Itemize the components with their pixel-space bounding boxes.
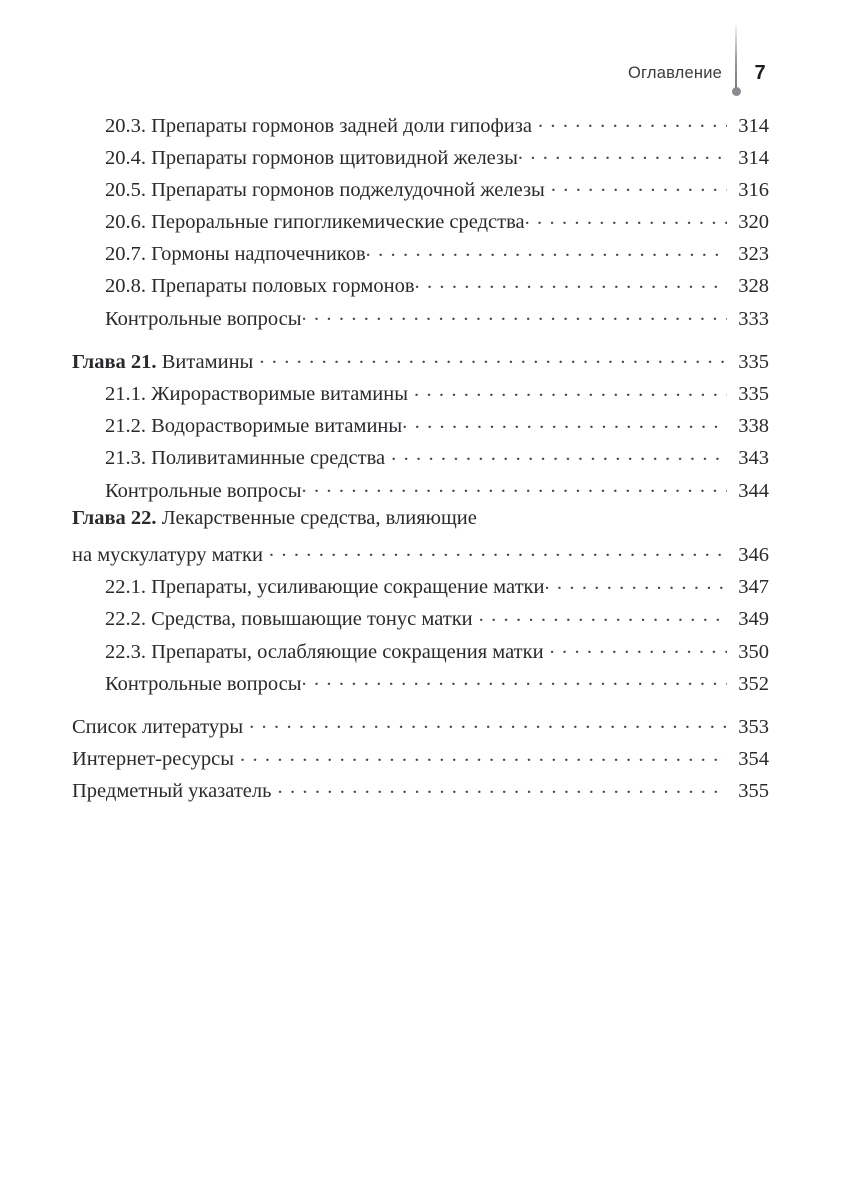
toc-entry-page: 354 xyxy=(738,748,769,771)
toc-chapter-entry-22[interactable] xyxy=(72,508,769,572)
toc-entry-label: 21.3. Поливитаминные средства xyxy=(105,447,386,470)
toc-entry[interactable] xyxy=(72,208,769,240)
toc-entry-page: 347 xyxy=(738,576,769,599)
dot-leader xyxy=(302,304,727,325)
toc-entry[interactable] xyxy=(72,143,769,175)
dot-leader xyxy=(414,380,727,401)
rule-dot xyxy=(732,87,741,96)
toc-entry[interactable] xyxy=(72,380,769,412)
dot-leader xyxy=(302,669,727,690)
running-head-page-number: 7 xyxy=(754,62,766,84)
toc-entry-page: 352 xyxy=(738,672,769,695)
toc-entry[interactable] xyxy=(72,573,769,605)
toc-entry[interactable] xyxy=(72,476,769,508)
toc-entry-label: Контрольные вопросы xyxy=(105,672,302,695)
toc-chapter-number: Глава 22. xyxy=(72,507,157,530)
toc-entry-page: 314 xyxy=(738,146,769,169)
toc-chapter-title-part-1: Лекарственные средства, влияющие xyxy=(161,507,477,530)
dot-leader xyxy=(240,745,727,766)
toc-entry-label: 20.8. Препараты половых гормонов xyxy=(105,275,415,298)
toc-entry-label: 22.3. Препараты, ослабляющие сокращения матки xyxy=(105,640,544,663)
toc-entry[interactable] xyxy=(72,777,769,809)
toc-entry-page: 333 xyxy=(738,307,769,330)
toc-entry-label: 20.6. Пероральные гипогликемические средства xyxy=(105,211,525,234)
dot-leader xyxy=(249,712,727,733)
toc-entry-label: 20.4. Препараты гормонов щитовидной железы xyxy=(105,146,518,169)
toc-entry-page: 349 xyxy=(738,608,769,631)
toc-entry-label: 20.3. Препараты гормонов задней доли гипофиза xyxy=(105,114,532,137)
toc-entry-label: 21.1. Жирорастворимые витамины xyxy=(105,383,408,405)
toc-entry-label: 20.7. Гормоны надпочечников xyxy=(105,243,366,266)
toc-entry[interactable] xyxy=(72,304,769,336)
dot-leader xyxy=(278,777,728,798)
toc-chapter-number: Глава 21. xyxy=(72,350,157,373)
toc-entry[interactable] xyxy=(72,669,769,701)
toc-entry[interactable] xyxy=(72,111,769,143)
dot-leader xyxy=(518,143,727,164)
toc-entry[interactable] xyxy=(72,444,769,476)
toc-entry[interactable] xyxy=(72,745,769,777)
toc-entry-label: 22.1. Препараты, усиливающие сокращение матки xyxy=(105,576,545,599)
toc-entry[interactable] xyxy=(72,240,769,272)
toc-entry-page: 328 xyxy=(738,275,769,298)
toc-chapter-label xyxy=(72,352,253,373)
toc-entry-label: 21.2. Водорастворимые витамины xyxy=(105,415,403,438)
toc-chapter-page: 346 xyxy=(738,543,769,566)
toc-entry-label: 20.5. Препараты гормонов поджелудочной железы xyxy=(105,178,545,201)
toc-entry-page: 355 xyxy=(738,780,769,803)
toc-chapter-title-part-2: на мускулатуру матки xyxy=(72,543,263,566)
dot-leader xyxy=(544,573,727,594)
toc-entry-page: 353 xyxy=(738,715,769,738)
toc-entry-label: Контрольные вопросы xyxy=(105,307,302,330)
dot-leader xyxy=(415,272,728,293)
toc-entry-label: Контрольные вопросы xyxy=(105,479,302,502)
toc-chapter-title-line-1 xyxy=(72,508,769,540)
toc-entry-page: 316 xyxy=(738,178,769,201)
dot-leader xyxy=(302,476,727,497)
toc-chapter-entry-21[interactable] xyxy=(72,347,769,379)
dot-leader xyxy=(402,412,727,433)
dot-leader xyxy=(550,637,727,658)
dot-leader xyxy=(391,444,727,465)
toc-entry-page: 350 xyxy=(738,640,769,663)
toc-chapter-title: Витамины xyxy=(161,350,254,373)
toc-entry[interactable] xyxy=(72,412,769,444)
dot-leader xyxy=(538,111,727,132)
toc-chapter-title-line-2 xyxy=(72,540,769,572)
table-of-contents xyxy=(72,111,769,809)
toc-entry-page: 314 xyxy=(738,114,769,137)
dot-leader xyxy=(259,347,727,368)
vertical-rule xyxy=(735,22,737,88)
toc-entry-label: Предметный указатель xyxy=(72,780,272,803)
running-head-title: Оглавление xyxy=(628,63,722,82)
toc-chapter-page: 335 xyxy=(738,350,769,373)
toc-entry-label: 22.2. Средства, повышающие тонус матки xyxy=(105,608,473,631)
running-head xyxy=(628,0,768,110)
dot-leader xyxy=(525,208,727,229)
vertical-rule-with-dot-icon xyxy=(722,0,750,110)
toc-entry[interactable] xyxy=(72,272,769,304)
toc-entry-page: 320 xyxy=(738,211,769,234)
toc-entry-page: 343 xyxy=(738,447,769,470)
toc-entry[interactable] xyxy=(72,637,769,669)
dot-leader xyxy=(269,540,727,561)
dot-leader xyxy=(479,605,727,626)
dot-leader xyxy=(366,240,727,261)
toc-entry[interactable] xyxy=(72,605,769,637)
toc-entry-page: 323 xyxy=(738,243,769,266)
toc-entry[interactable] xyxy=(72,712,769,744)
toc-entry[interactable] xyxy=(72,175,769,207)
toc-entry-page: 335 xyxy=(738,383,769,405)
toc-entry-page: 338 xyxy=(738,415,769,438)
dot-leader xyxy=(551,175,727,196)
toc-entry-label: Список литературы xyxy=(72,715,244,738)
toc-entry-label: Интернет-ресурсы xyxy=(72,748,234,771)
toc-entry-page: 344 xyxy=(738,479,769,502)
